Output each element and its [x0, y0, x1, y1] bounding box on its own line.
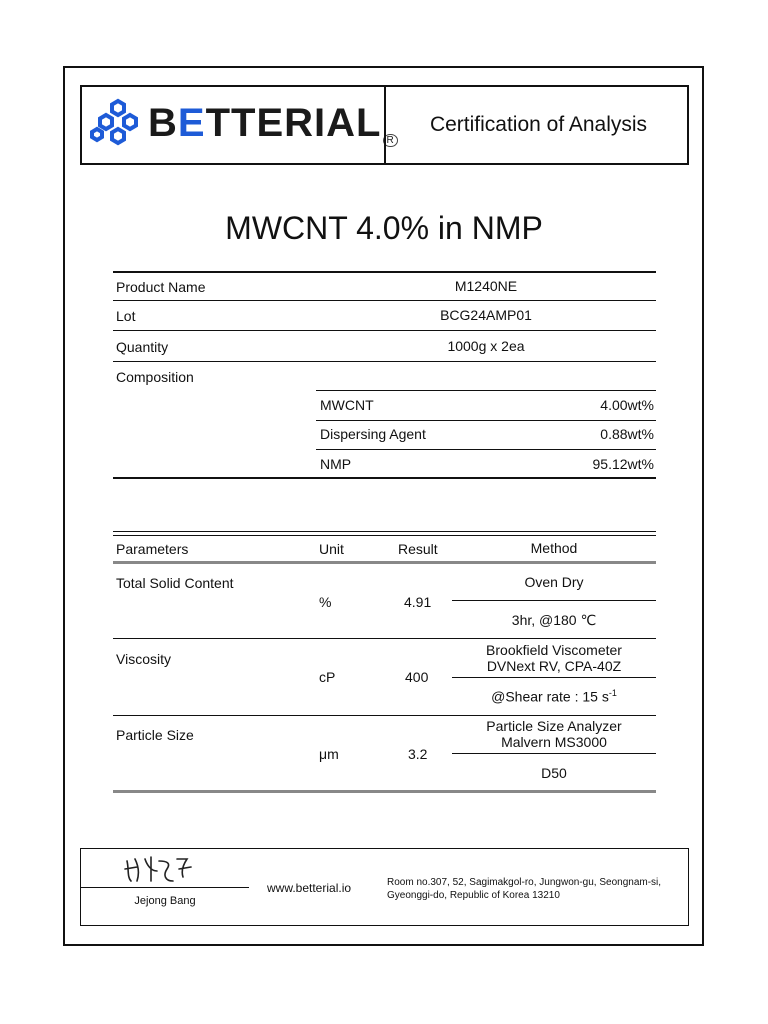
row-rule — [113, 330, 656, 331]
honeycomb-logo-icon — [88, 95, 148, 155]
result-cell: 4.91 — [404, 594, 432, 610]
lot-label: Lot — [116, 308, 136, 324]
method-rule — [452, 753, 656, 754]
composition-name: Dispersing Agent — [320, 426, 426, 442]
signature-line — [81, 887, 249, 888]
brand-name: BETTERIAL R — [148, 101, 398, 146]
parameters-header: Parameters — [116, 541, 189, 557]
result-cell: 3.2 — [408, 746, 428, 762]
method-condition: D50 — [541, 765, 567, 781]
header-box — [80, 85, 689, 165]
unit-header: Unit — [319, 541, 344, 557]
composition-value: 0.88wt% — [600, 426, 654, 442]
method-header: Method — [530, 540, 578, 556]
address-line: Gyeonggi-do, Republic of Korea 13210 — [387, 890, 560, 901]
unit-cell: cP — [319, 669, 336, 685]
composition-label: Composition — [116, 369, 194, 385]
method-cell: Particle Size Analyzer — [486, 718, 622, 734]
method-cell: Oven Dry — [524, 574, 584, 590]
product-name-value: M1240NE — [454, 278, 518, 294]
product-table-bottom-rule — [113, 477, 656, 479]
results-top-rule — [113, 535, 656, 536]
result-header: Result — [398, 541, 438, 557]
quantity-label: Quantity — [116, 339, 169, 355]
row-rule — [113, 300, 656, 301]
row-rule — [316, 420, 656, 421]
method-rule — [452, 600, 656, 601]
row-rule — [316, 390, 656, 391]
method-rule — [452, 677, 656, 678]
row-rule — [113, 715, 656, 716]
lot-value: BCG24AMP01 — [440, 307, 532, 323]
parameter-cell: Total Solid Content — [116, 575, 234, 591]
registered-mark: R — [383, 134, 397, 147]
row-rule — [113, 638, 656, 639]
certificate-title: Certification of Analysis — [429, 113, 648, 136]
unit-cell: μm — [319, 746, 339, 762]
website-link[interactable]: www.betterial.io — [267, 881, 352, 895]
composition-value: 95.12wt% — [592, 456, 654, 472]
method-condition: 3hr, @180 ℃ — [511, 612, 597, 628]
method-cell: Brookfield Viscometer — [486, 642, 622, 658]
parameter-cell: Particle Size — [116, 727, 194, 743]
composition-name: MWCNT — [320, 397, 374, 413]
product-title: MWCNT 4.0% in NMP — [225, 210, 543, 246]
product-table-top-rule — [113, 271, 656, 273]
unit-cell: % — [319, 594, 332, 610]
method-cell: DVNext RV, CPA-40Z — [486, 658, 622, 674]
composition-name: NMP — [320, 456, 352, 472]
result-cell: 400 — [405, 669, 429, 685]
signature-icon — [121, 851, 221, 887]
row-rule — [113, 361, 656, 362]
method-cell: Malvern MS3000 — [501, 734, 607, 750]
quantity-value: 1000g x 2ea — [447, 338, 525, 354]
signer-name: Jejong Bang — [134, 895, 196, 907]
method-condition: @Shear rate : 15 $s^{-1}$ — [491, 688, 617, 705]
company-address — [387, 876, 687, 902]
results-bottom-rule — [113, 790, 656, 793]
footer-box — [80, 848, 689, 926]
parameter-cell: Viscosity — [116, 651, 171, 667]
composition-value: 4.00wt% — [600, 397, 654, 413]
results-top-rule — [113, 531, 656, 532]
product-name-label: Product Name — [116, 279, 206, 295]
document-frame — [63, 66, 704, 946]
header-rule — [113, 561, 656, 564]
row-rule — [316, 449, 656, 450]
address-line: Room no.307, 52, Sagimakgol-ro, Jungwon-gu, Seongnam-si, — [387, 877, 662, 888]
